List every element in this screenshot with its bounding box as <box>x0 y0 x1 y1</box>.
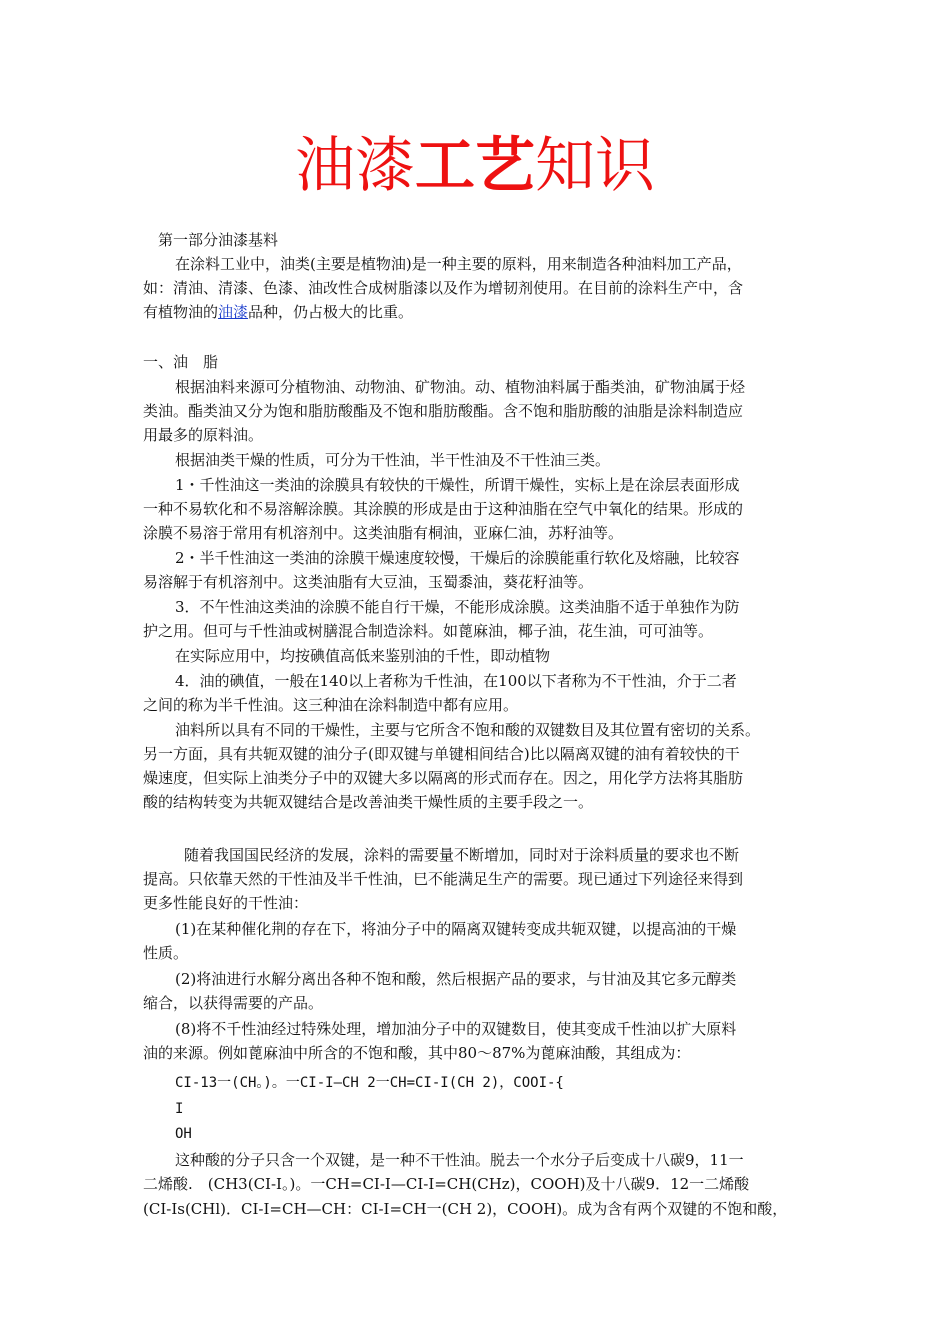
list-item-line: (2)将油进行水解分离出各种不饱和酸，然后根据产品的要求，与甘油及其它多元醇类 <box>175 970 737 988</box>
title-part2: 工艺 <box>415 131 535 201</box>
paragraph-line: 根据油料来源可分植物油、动物油、矿物油。动、植物油料属于酯类油，矿物油属于烃 <box>175 378 746 396</box>
paragraph-line: 油料所以具有不同的干燥性，主要与它所含不饱和酸的双键数目及其位置有密切的关系。 <box>175 721 761 739</box>
list-item-line: 4．油的碘值，一般在140以上者称为千性油，在100以下者称为不干性油，介于二者 <box>175 672 737 690</box>
list-item-line: 缩合，以获得需要的产品。 <box>143 994 324 1012</box>
list-item-line: 护之用。但可与千性油或树膳混合制造涂料。如蓖麻油，椰子油，花生油，可可油等。 <box>143 622 714 640</box>
list-item-line: 2・半千性油这一类油的涂膜干燥速度较慢，干燥后的涂膜能重行软化及熔融，比较容 <box>175 549 740 567</box>
paragraph-line: 提高。只依靠天然的干性油及半千性油，巳不能满足生产的需要。现已通过下列途径来得到 <box>143 870 744 888</box>
list-item-line: 涂膜不易溶于常用有机溶剂中。这类油脂有桐油，亚麻仁油，苏籽油等。 <box>143 524 624 542</box>
intro-text: 品种，仍占极大的比重。 <box>248 303 414 321</box>
subheading-oils: 一、油 脂 <box>143 353 219 371</box>
list-item-line: 性质。 <box>143 944 189 962</box>
paragraph-line: 另一方面，具有共轭双键的油分子(即双键与单键相间结合)比以隔离双键的油有着较快的干 <box>143 745 740 763</box>
formula-line: I <box>175 1101 184 1117</box>
list-item-line: 易溶解于有机溶剂中。这类油脂有大豆油，玉蜀黍油，葵花籽油等。 <box>143 573 594 591</box>
formula-line: CI-13一(CH。)。一CI-I—CH 2一CH=CI-I(CH 2)，COOI-{ <box>175 1075 564 1091</box>
document-title <box>0 126 950 206</box>
formula-line: OH <box>175 1126 192 1142</box>
paragraph-line: 二烯酸. (CH3(CI-I。)。一CH=CI-I—CI-I=CH(CHz)，COOH)及十八碳9．12一二烯酸 <box>143 1175 750 1193</box>
paragraph-line: 这种酸的分子只含一个双键，是一种不干性油。脱去一个水分子后变成十八碳9，11一 <box>175 1151 744 1169</box>
paragraph-line: 燥速度，但实际上油类分子中的双键大多以隔离的形式而存在。因之，用化学方法将其脂肪 <box>143 769 744 787</box>
paragraph-line: 更多性能良好的干性油： <box>143 894 309 912</box>
title-part1: 油漆 <box>295 131 415 201</box>
paint-link[interactable]: 油漆 <box>218 303 249 321</box>
paragraph-line: (CI-Is(CHl)．CI-I=CH—CH：CI-I=CH一(CH 2)，COOH)。成为含有两个双键的不饱和酸， <box>143 1200 788 1218</box>
list-item-line: 之间的称为半千性油。这三种油在涂料制造中都有应用。 <box>143 696 519 714</box>
paragraph-line: 用最多的原料油。 <box>143 426 264 444</box>
section-heading: 第一部分油漆基料 <box>158 231 279 249</box>
paragraph-line: 酸的结构转变为共轭双键结合是改善油类干燥性质的主要手段之一。 <box>143 793 594 811</box>
list-item-line: 3．不午性油这类油的涂膜不能自行干燥，不能形成涂膜。这类油脂不适于单独作为防 <box>175 598 740 616</box>
intro-line <box>143 302 413 324</box>
paragraph-line: 类油。酯类油又分为饱和脂肪酸酯及不饱和脂肪酸酯。含不饱和脂肪酸的油脂是涂料制造应 <box>143 402 744 420</box>
intro-line: 如：清油、清漆、色漆、油改性合成树脂漆以及作为增韧剂使用。在目前的涂料生产中，含 <box>143 279 744 297</box>
list-item-line: (8)将不千性油经过特殊处理，增加油分子中的双键数目，使其变成千性油以扩大原料 <box>175 1020 737 1038</box>
list-item-line: 1・千性油这一类油的涂膜具有较快的干燥性，所谓干燥性，实标上是在涂层表面形成 <box>175 476 740 494</box>
intro-line: 在涂料工业中，油类(主要是植物油)是一种主要的原料，用来制造各种油料加工产品， <box>175 255 742 273</box>
list-item-line: (1)在某种催化荆的存在下，将油分子中的隔离双键转变成共轭双键，以提高油的干燥 <box>175 920 737 938</box>
list-item-line: 油的来源。例如蓖麻油中所含的不饱和酸，其中80～87%为蓖麻油酸，其组成为： <box>143 1044 691 1062</box>
paragraph-line: 在实际应用中，均按碘值高低来鉴别油的千性，即动植物 <box>175 647 551 665</box>
paragraph-line: 根据油类干燥的性质，可分为干性油，半干性油及不干性油三类。 <box>175 451 611 469</box>
title-part3: 知识 <box>535 131 655 201</box>
list-item-line: 一种不易软化和不易溶解涂膜。其涂膜的形成是由于这种油脂在空气中氧化的结果。形成的 <box>143 500 744 518</box>
paragraph-line: 随着我国国民经济的发展，涂料的需要量不断增加，同时对于涂料质量的要求也不断 <box>184 846 740 864</box>
intro-text: 有植物油的 <box>143 303 219 321</box>
